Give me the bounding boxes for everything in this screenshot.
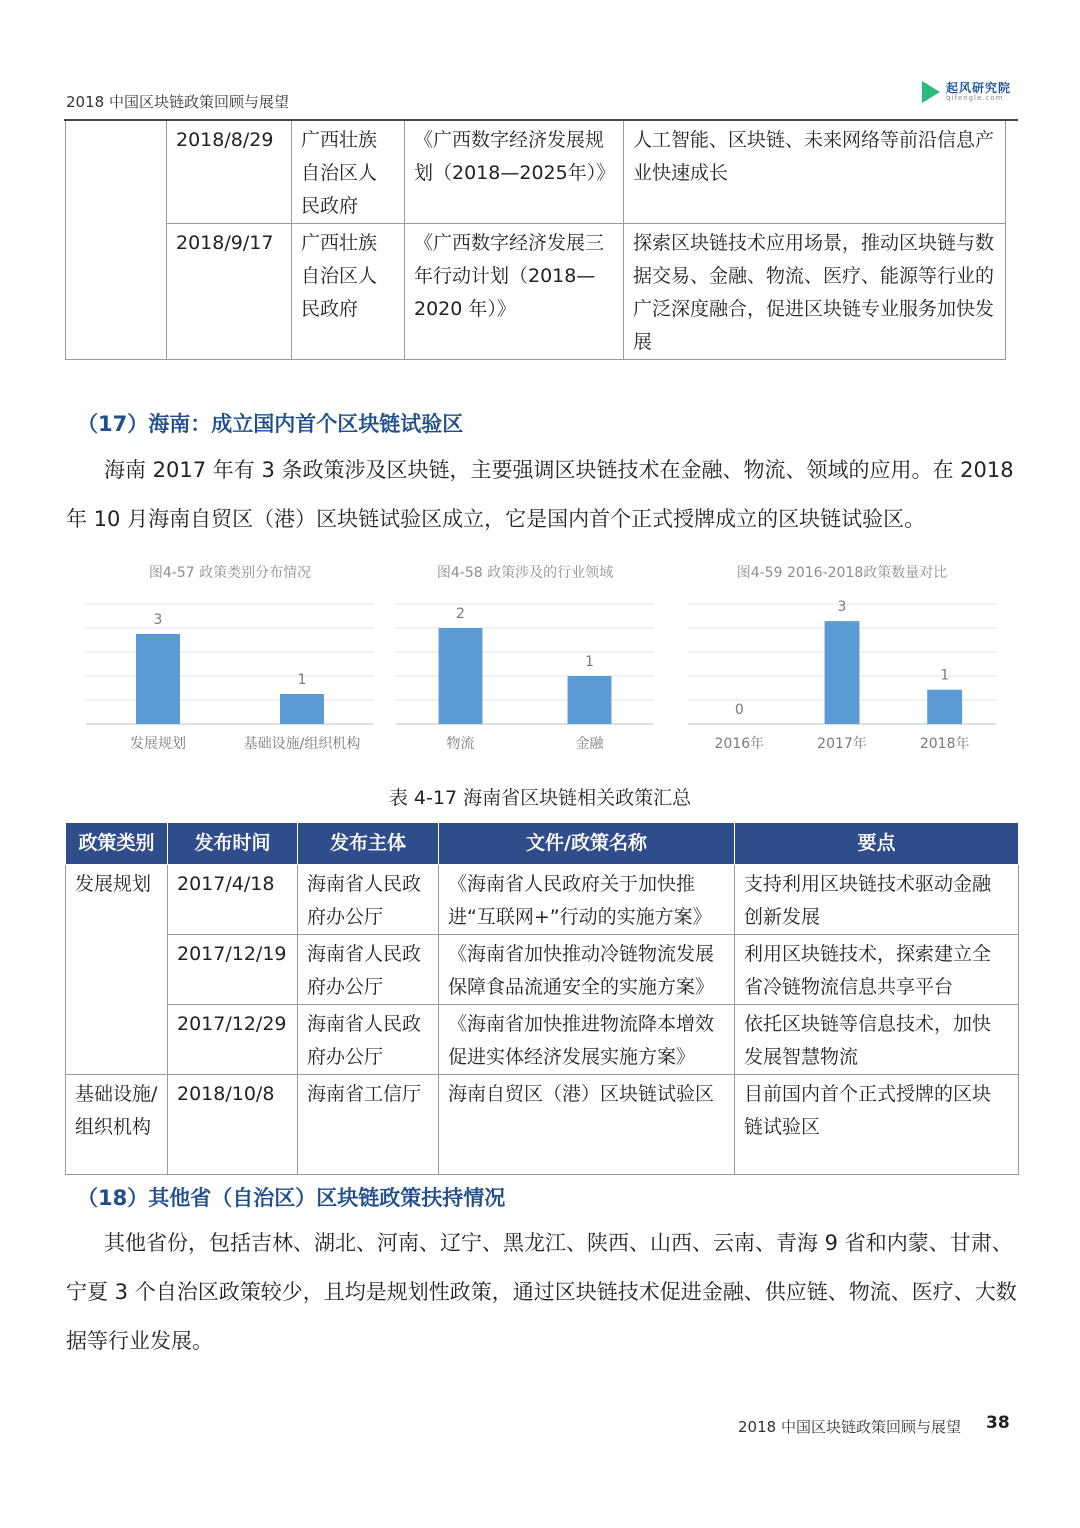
logo-icon [922, 81, 940, 103]
paragraph-text: 其他省份，包括吉林、湖北、河南、辽宁、黑龙江、陕西、山西、云南、青海 9 省和内蒙、甘肃、宁夏 3 个自治区政策较少，且均是规划性政策，通过区块链技术促进金融、供应链、物流、医疗、大数据等行业发展。 [66, 1231, 1017, 1353]
chart-title: 图4-57 政策类别分布情况 [148, 565, 312, 581]
running-header: 2018 中国区块链政策回顾与展望 [66, 93, 289, 111]
data-label: 1 [585, 654, 594, 670]
table-cell-date: 2018/8/29 [167, 121, 292, 224]
chart-bar [439, 628, 483, 724]
chart-title: 图4-59 2016-2018政策数量对比 [736, 565, 948, 581]
table-row [66, 224, 1006, 360]
column-header: 政策类别 [66, 823, 168, 865]
table-cell-issuer: 广西壮族自治区人民政府 [292, 224, 405, 360]
category-label: 2016年 [714, 736, 765, 752]
running-footer: 2018 中国区块链政策回顾与展望 [738, 1418, 961, 1436]
table-cell-category: 发展规划 [66, 865, 168, 1075]
column-header: 文件/政策名称 [439, 823, 735, 865]
data-label: 0 [734, 702, 744, 718]
category-label: 金融 [575, 736, 604, 752]
category-label: 物流 [446, 736, 475, 752]
table-cell-document: 《海南省人民政府关于加快推进“互联网+”行动的实施方案》 [439, 865, 735, 935]
guangxi-policy-table [65, 121, 1006, 360]
data-label: 3 [837, 599, 847, 616]
chart-bar [568, 676, 612, 724]
table-cell-document: 海南自贸区（港）区块链试验区 [439, 1075, 735, 1175]
chart-bar [825, 621, 860, 724]
table-cell-issuer: 海南省人民政府办公厅 [298, 865, 439, 935]
table-cell-document: 《广西数字经济发展三年行动计划（2018—2020 年）》 [405, 224, 624, 360]
column-header: 要点 [735, 823, 1019, 865]
category-label: 2017年 [817, 736, 867, 752]
table-cell-points: 利用区块链技术，探索建立全省冷链物流信息共享平台 [735, 935, 1019, 1005]
table-cell-document: 《海南省加快推动冷链物流发展保障食品流通安全的实施方案》 [439, 935, 735, 1005]
data-label: 1 [940, 667, 950, 684]
table-cell-points: 探索区块链技术应用场景，推动区块链与数据交易、金融、物流、医疗、能源等行业的广泛深度融合，促进区块链专业服务加快发展 [624, 224, 1006, 360]
table-row [66, 1005, 1019, 1075]
column-header: 发布时间 [168, 823, 298, 865]
hainan-policy-table [65, 822, 1019, 1175]
table-cell-points: 依托区块链等信息技术，加快发展智慧物流 [735, 1005, 1019, 1075]
table-cell-date: 2017/12/19 [168, 935, 298, 1005]
category-label: 2018年 [919, 736, 970, 752]
table-row [66, 121, 1006, 224]
page-number: 38 [986, 1413, 1010, 1433]
section-18-paragraph [66, 1219, 1018, 1366]
paragraph-text: 海南 2017 年有 3 条政策涉及区块链，主要强调区块链技术在金融、物流、领域的应用。在 2018 年 10 月海南自贸区（港）区块链试验区成立，它是国内首个正式授牌成立的区块链试验区。 [66, 458, 1014, 531]
chart-svg [80, 560, 380, 760]
table-cell-date: 2018/10/8 [168, 1075, 298, 1175]
table-cell-issuer: 广西壮族自治区人民政府 [292, 121, 405, 224]
table-cell-category: 基础设施/组织机构 [66, 1075, 168, 1175]
table-cell-document: 《广西数字经济发展规划（2018—2025年）》 [405, 121, 624, 224]
table-cell-issuer: 海南省工信厅 [298, 1075, 439, 1175]
chart-svg [682, 560, 1002, 760]
table-cell-document: 《海南省加快推进物流降本增效促进实体经济发展实施方案》 [439, 1005, 735, 1075]
table-caption: 表 4-17 海南省区块链相关政策汇总 [388, 787, 692, 809]
chart-bar [927, 690, 962, 724]
chart-title: 图4-58 政策涉及的行业领域 [436, 565, 614, 581]
logo-name: 起风研究院 [946, 81, 1012, 95]
table-cell-date: 2017/12/29 [168, 1005, 298, 1075]
chart-yearly-comparison [682, 560, 1002, 764]
table-cell-issuer: 海南省人民政府办公厅 [298, 1005, 439, 1075]
chart-policy-category [80, 560, 380, 764]
chart-svg [390, 560, 660, 760]
section-heading-18: （18）其他省（自治区）区块链政策扶持情况 [77, 1186, 506, 1210]
column-header: 发布主体 [298, 823, 439, 865]
table-row [66, 935, 1019, 1005]
table-cell-points: 目前国内首个正式授牌的区块链试验区 [735, 1075, 1019, 1175]
section-heading-17: （17）海南：成立国内首个区块链试验区 [77, 412, 464, 436]
table-row [66, 865, 1019, 935]
chart-bar [280, 694, 324, 724]
table-cell-issuer: 海南省人民政府办公厅 [298, 935, 439, 1005]
table-cell-date: 2017/4/18 [168, 865, 298, 935]
table-cell-points: 人工智能、区块链、未来网络等前沿信息产业快速成长 [624, 121, 1006, 224]
table-cell-points: 支持利用区块链技术驱动金融创新发展 [735, 865, 1019, 935]
logo [922, 79, 1022, 105]
table-cell-category [66, 121, 167, 360]
chart-bar [136, 634, 180, 724]
category-label: 基础设施/组织机构 [243, 736, 361, 752]
table-row [66, 1075, 1019, 1175]
category-label: 发展规划 [130, 736, 186, 752]
data-label: 1 [297, 672, 307, 688]
table-cell-date: 2018/9/17 [167, 224, 292, 360]
logo-url: qifengle.com [946, 94, 1004, 102]
section-17-paragraph [66, 446, 1018, 544]
data-label: 2 [456, 606, 465, 622]
chart-industry-field [390, 560, 660, 764]
data-label: 3 [153, 612, 163, 628]
table-header-row [66, 823, 1019, 865]
